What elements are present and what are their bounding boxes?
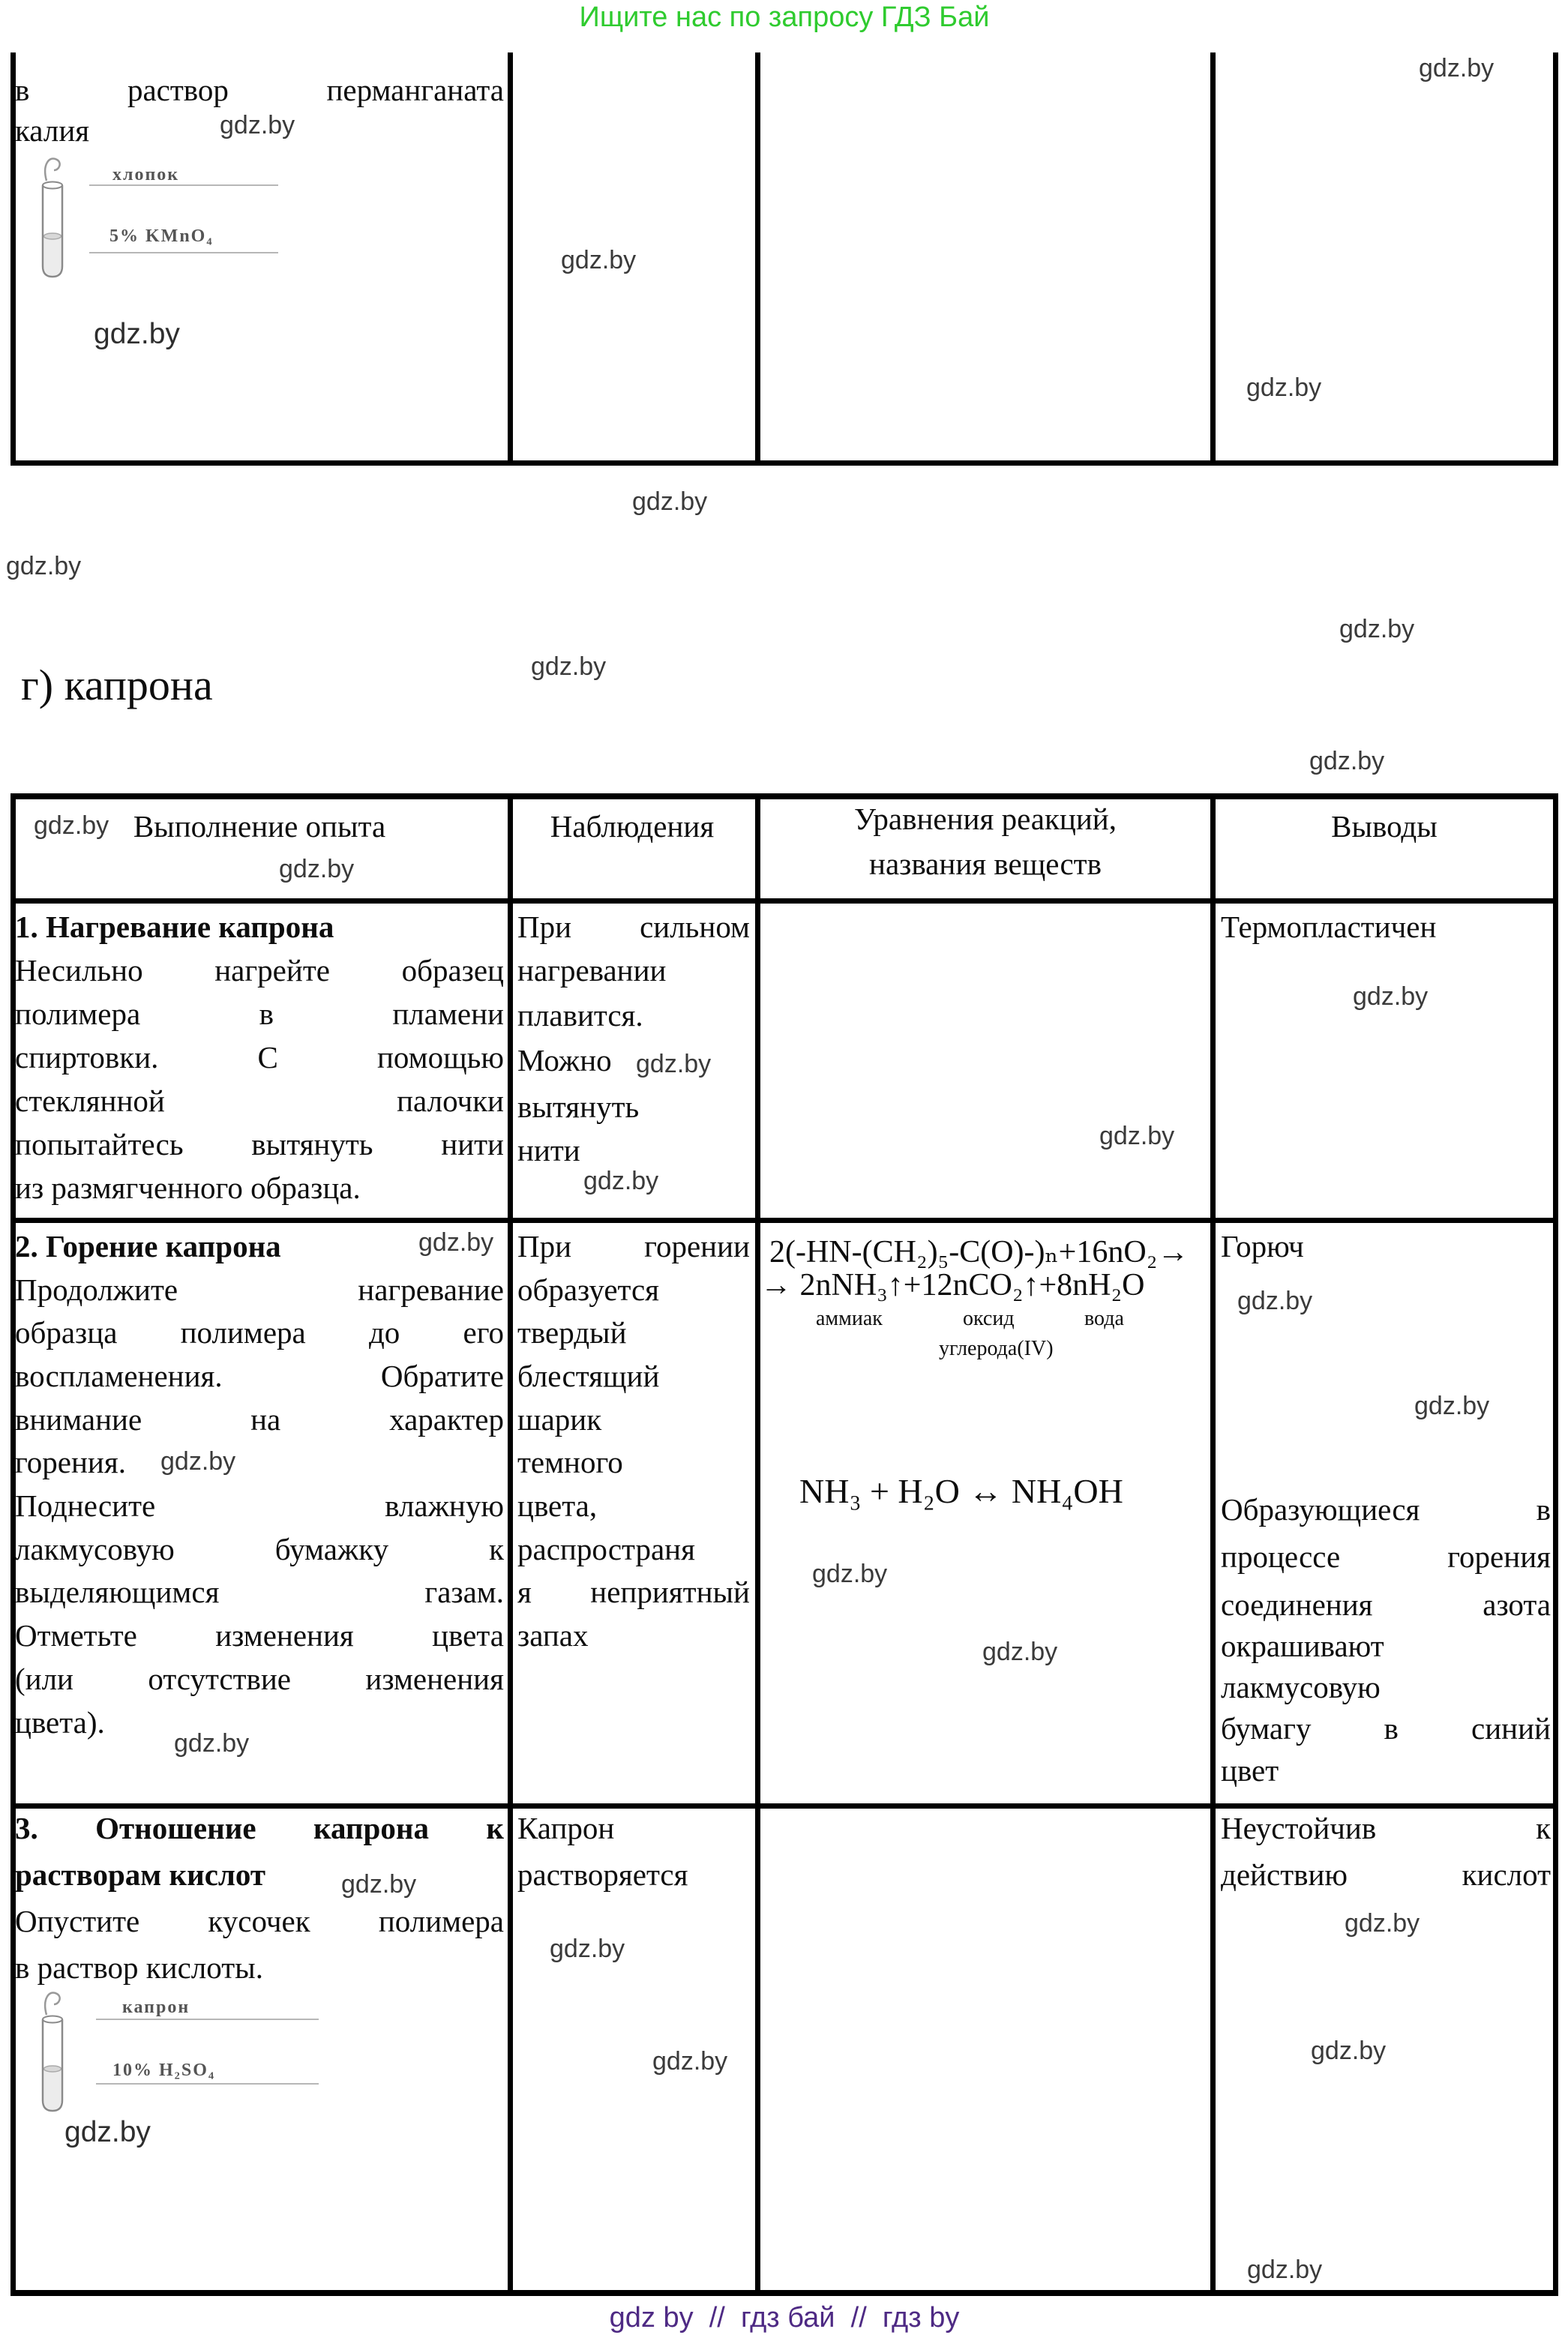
procedure-line: стеклянной палочки: [15, 1084, 504, 1118]
site-watermark: gdz.by: [652, 2047, 728, 2076]
tube-label-line: [89, 184, 278, 186]
observation-line: твердый: [517, 1315, 627, 1350]
table-border: [1553, 793, 1558, 2296]
observation-line: я неприятный: [517, 1575, 750, 1609]
site-watermark: gdz.by: [1414, 1392, 1490, 1420]
observation-line: запах: [517, 1618, 589, 1653]
site-watermark: gdz.by: [1247, 2256, 1323, 2284]
observation-line: блестящий: [517, 1359, 660, 1393]
experiment-title: 2. Горение капрона: [15, 1229, 281, 1263]
table-border: [1210, 52, 1216, 466]
equation-line: NH₃ + H₂O ↔ NH₄OH: [799, 1472, 1123, 1510]
observation-line: цвета,: [517, 1488, 598, 1523]
procedure-line: Продолжите нагревание: [15, 1272, 504, 1307]
observation-line: Можно: [517, 1043, 612, 1078]
equation-species-label: аммиак: [816, 1307, 883, 1330]
section-heading: г) капрона: [21, 661, 213, 709]
site-watermark: gdz.by: [279, 855, 355, 883]
site-watermark: gdz.by: [1353, 982, 1429, 1011]
table-border: [10, 1218, 1558, 1223]
table-border: [10, 898, 1558, 904]
procedure-line: Отметьте изменения цвета: [15, 1618, 504, 1653]
site-watermark: gdz.by: [982, 1638, 1058, 1666]
procedure-line: Несильно нагрейте образец: [15, 953, 504, 988]
top-banner: Ищите нас по запросу ГДЗ Бай: [579, 1, 990, 33]
conclusion-line: соединения азота: [1221, 1587, 1551, 1622]
conclusion-line: окрашивают: [1221, 1629, 1384, 1663]
equation-line: → 2nNH₃↑+12nCO₂↑+8nH₂O: [760, 1268, 1145, 1302]
observation-line: Капрон: [517, 1811, 615, 1845]
column-header-conclusions: Выводы: [1331, 809, 1438, 844]
observation-line: вытянуть: [517, 1090, 640, 1124]
test-tube-illustration: [33, 1986, 72, 2118]
test-tube-illustration: [33, 152, 72, 283]
conclusion-line: Горюч: [1221, 1229, 1304, 1263]
conclusion-line: процессе горения: [1221, 1539, 1551, 1574]
procedure-line: образца полимера до его: [15, 1315, 504, 1350]
site-watermark: gdz.by: [1099, 1122, 1175, 1150]
observation-line: нити: [517, 1133, 580, 1168]
observation-line: плавится.: [517, 998, 643, 1033]
procedure-line: Поднесите влажную: [15, 1488, 504, 1523]
site-watermark: gdz.by: [1309, 747, 1385, 775]
tube-label: хлопок: [112, 165, 180, 184]
site-watermark: gdz.by: [418, 1228, 494, 1257]
conclusion-line: Образующиеся в: [1221, 1492, 1551, 1527]
procedure-line: (или отсутствие изменения: [15, 1662, 504, 1696]
site-watermark: gdz.by: [220, 111, 295, 139]
table-border: [10, 460, 1558, 466]
conclusion-line: действию кислот: [1221, 1857, 1551, 1892]
site-watermark: gdz.by: [632, 487, 708, 516]
tube-label: 5% KMnO₄: [109, 226, 214, 246]
site-watermark: gdz.by: [550, 1935, 625, 1963]
column-header-equations: Уравнения реакций,: [853, 802, 1117, 836]
site-watermark: gdz.by: [561, 246, 637, 274]
procedure-line: внимание на характер: [15, 1402, 504, 1437]
equation-species-label: оксид: [963, 1307, 1015, 1330]
site-watermark: gdz.by: [1419, 54, 1495, 82]
conclusion-line: Неустойчив к: [1221, 1811, 1551, 1845]
table-border: [10, 1803, 1558, 1809]
tube-label-line: [96, 2083, 319, 2085]
conclusion-line: бумагу в синий: [1221, 1711, 1551, 1746]
tube-label-line: [89, 252, 278, 253]
experiment-title: 1. Нагревание капрона: [15, 910, 334, 944]
prev-cell-line: калия: [15, 113, 90, 148]
observation-line: образуется: [517, 1272, 660, 1307]
observation-line: темного: [517, 1445, 623, 1479]
bottom-banner: gdz by // гдз бай // гдз by: [609, 2302, 960, 2334]
column-header-observations: Наблюдения: [550, 809, 715, 844]
site-watermark: gdz.by: [160, 1447, 236, 1476]
procedure-line: Опустите кусочек полимера: [15, 1904, 504, 1938]
observation-line: При сильном: [517, 910, 750, 944]
equation-species-label: вода: [1084, 1307, 1124, 1330]
equation-species-label: углерода(IV): [939, 1337, 1054, 1360]
site-watermark: gdz.by: [636, 1050, 712, 1078]
prev-cell-line: в раствор перманганата: [15, 73, 504, 107]
experiment-title: 3. Отношение капрона к: [15, 1811, 504, 1845]
site-watermark: gdz.by: [34, 811, 109, 840]
site-watermark: gdz.by: [174, 1729, 250, 1758]
procedure-line: в раствор кислоты.: [15, 1950, 263, 1985]
conclusion-line: Термопластичен: [1221, 910, 1437, 944]
experiment-title: растворам кислот: [15, 1857, 266, 1892]
site-watermark: gdz.by: [1345, 1909, 1420, 1938]
procedure-line: лакмусовую бумажку к: [15, 1532, 504, 1566]
site-watermark: gdz.by: [1311, 2037, 1387, 2065]
observation-line: распространя: [517, 1532, 695, 1566]
site-watermark: gdz.by: [583, 1167, 659, 1195]
table-border: [10, 2290, 1558, 2296]
tube-label: 10% H₂SO₄: [112, 2061, 216, 2080]
column-header-equations: названия веществ: [869, 847, 1102, 881]
procedure-line: из размягченного образца.: [15, 1170, 361, 1205]
table-border: [755, 793, 760, 2296]
site-watermark: gdz.by: [812, 1560, 888, 1588]
table-border: [508, 793, 513, 2296]
column-header-procedure: Выполнение опыта: [133, 809, 386, 844]
procedure-line: цвета).: [15, 1705, 105, 1740]
procedure-line: выделяющимся газам.: [15, 1575, 504, 1609]
site-watermark: gdz.by: [64, 2116, 151, 2148]
procedure-line: попытайтесь вытянуть нити: [15, 1127, 504, 1162]
site-watermark: gdz.by: [531, 652, 607, 681]
site-watermark: gdz.by: [6, 552, 82, 580]
site-watermark: gdz.by: [1339, 615, 1415, 643]
table-border: [10, 793, 1558, 799]
tube-label: капрон: [122, 1998, 190, 2017]
observation-line: шарик: [517, 1402, 602, 1437]
table-border: [508, 52, 513, 466]
observation-line: нагревании: [517, 953, 667, 988]
table-border: [755, 52, 760, 466]
site-watermark: gdz.by: [1246, 373, 1322, 402]
observation-line: При горении: [517, 1229, 750, 1263]
tube-label-line: [96, 2019, 319, 2020]
equation-line: 2(-HN-(CH₂)₅-C(O)-)ₙ+16nO₂→: [769, 1235, 1189, 1269]
conclusion-line: лакмусовую: [1221, 1670, 1381, 1704]
site-watermark: gdz.by: [1237, 1287, 1313, 1315]
procedure-line: воспламенения. Обратите: [15, 1359, 504, 1393]
observation-line: растворяется: [517, 1857, 688, 1892]
procedure-line: полимера в пламени: [15, 997, 504, 1031]
site-watermark: gdz.by: [341, 1870, 417, 1899]
procedure-line: спиртовки. С помощью: [15, 1040, 504, 1075]
table-border: [1553, 52, 1558, 466]
site-watermark: gdz.by: [94, 318, 180, 350]
conclusion-line: цвет: [1221, 1753, 1279, 1788]
table-border: [1210, 793, 1216, 2296]
procedure-line: горения.: [15, 1445, 126, 1479]
